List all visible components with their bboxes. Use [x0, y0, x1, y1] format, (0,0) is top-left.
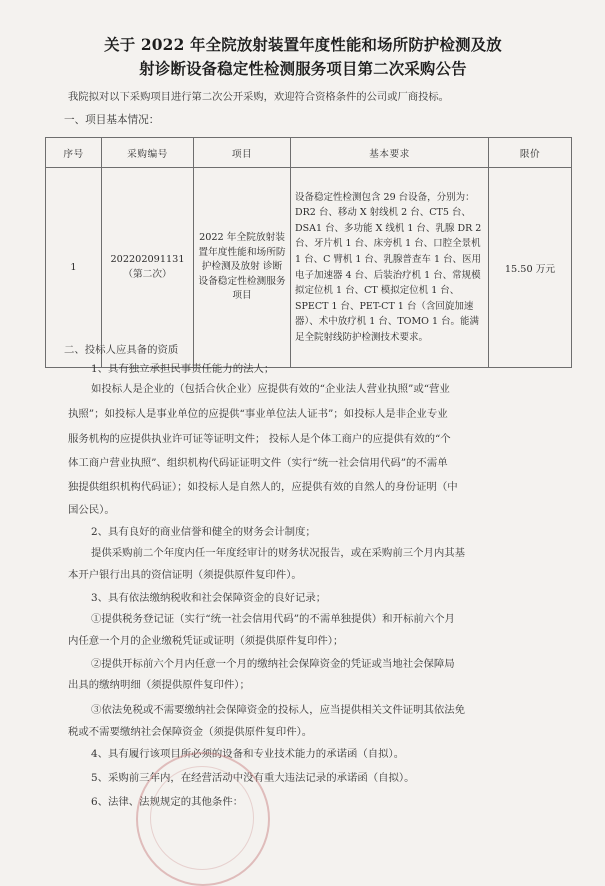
cell-code-number: 202202091131: [110, 253, 185, 265]
official-seal: [136, 752, 270, 886]
body-line: 1、具有独立承担民事责任能力的法人；: [91, 363, 275, 375]
body-line: 6、法律、法规规定的其他条件：: [91, 796, 244, 808]
intro-paragraph: 我院拟对以下采购项目进行第二次公开采购，欢迎符合资格条件的公司或厂商投标。: [68, 91, 449, 103]
official-seal-inner-ring: [150, 766, 254, 870]
body-line: 内任意一个月的企业缴税凭证或证明（须提供原件复印件）；: [68, 635, 344, 647]
body-line: 国公民）。: [68, 504, 115, 516]
header-code: 采购编号: [102, 138, 194, 168]
body-line: ②提供开标前六个月内任意一个月的缴纳社会保障资金的凭证或当地社会保障局: [91, 658, 455, 670]
body-line: 本开户银行出具的资信证明（须提供原件复印件）。: [68, 569, 302, 581]
body-line: ①提供税务登记证（实行“统一社会信用代码”的不需单独提供）和开标前六个月: [91, 613, 455, 625]
table-header-row: [46, 138, 572, 168]
body-line: ③依法免税或不需要缴纳社会保障资金的投标人，应当提供相关文件证明其依法免: [91, 704, 466, 716]
header-no: 序号: [46, 138, 102, 168]
cell-requirements: 设备稳定性检测包含 29 台设备，分别为：DR2 台、移动 X 射线机 2 台、CT5 台、DSA1 台、多功能 X 线机 1 台、乳腺 DR 2 台、牙片机 1 台、床旁机 1 台、口腔全景机 1 台、C 臂机 1 台、乳腺普查车 1 台、医用电子加速器 4 台、后装治疗机 1 台、常规模拟定位机 1 台、CT 模拟定位机 1 台、SPECT 1 台、PET-CT 1 台（含回旋加速器）、术中放疗机 1 台、TOMO 1 台。能满足全院射线防护检测技术要求。: [291, 168, 489, 368]
body-line: 3、具有依法缴纳税收和社会保障资金的良好记录；: [91, 592, 327, 604]
body-line: 如投标人是企业的（包括合伙企业）应提供有效的“企业法人营业执照”或“营业: [91, 383, 450, 395]
header-project: 项目: [194, 138, 291, 168]
body-line: 服务机构的应提供执业许可证等证明文件； 投标人是个体工商户的应提供有效的“个: [68, 433, 451, 445]
header-price: 限价: [489, 138, 572, 168]
cell-code-round: （第二次）: [123, 268, 172, 280]
body-line: 税或不需要缴纳社会保障资金（须提供原件复印件）。: [68, 726, 313, 738]
body-line: 5、采购前三年内，在经营活动中没有重大违法记录的承诺函（自拟）。: [91, 772, 415, 784]
procurement-table: [45, 137, 572, 368]
cell-code: [102, 168, 194, 368]
title-line-1: 关于 2022 年全院放射装置年度性能和场所防护检测及放: [104, 36, 502, 54]
body-line: 体工商户营业执照”、组织机构代码证证明文件（实行“统一社会信用代码”的不需单: [68, 457, 448, 469]
cell-no: 1: [46, 168, 102, 368]
title-line-2: 射诊断设备稳定性检测服务项目第二次采购公告: [139, 60, 467, 78]
header-requirements: 基本要求: [291, 138, 489, 168]
document-title: [28, 33, 578, 81]
section-heading-project-info: 一、项目基本情况：: [64, 114, 160, 126]
body-line: 2、具有良好的商业信誉和健全的财务会计制度；: [91, 526, 316, 538]
body-line: 执照”；如投标人是事业单位的应提供“事业单位法人证书”；如投标人是非企业专业: [68, 408, 448, 420]
table-row: [46, 168, 572, 368]
body-line: 独提供组织机构代码证）；如投标人是自然人的，应提供有效的自然人的身份证明（中: [68, 481, 458, 493]
section-heading-qualifications: 二、投标人应具备的资质: [64, 344, 179, 356]
body-line: 出具的缴纳明细（须提供原件复印件）；: [68, 679, 250, 691]
cell-price: 15.50 万元: [489, 168, 572, 368]
body-line: 4、具有履行该项目所必须的设备和专业技术能力的承诺函（自拟）。: [91, 748, 405, 760]
body-line: 提供采购前二个年度内任一年度经审计的财务状况报告，或在采购前三个月内其基: [91, 547, 466, 559]
cell-project: 2022 年全院放射装置年度性能和场所防护检测及放射 诊断设备稳定性检测服务项目: [194, 168, 291, 368]
